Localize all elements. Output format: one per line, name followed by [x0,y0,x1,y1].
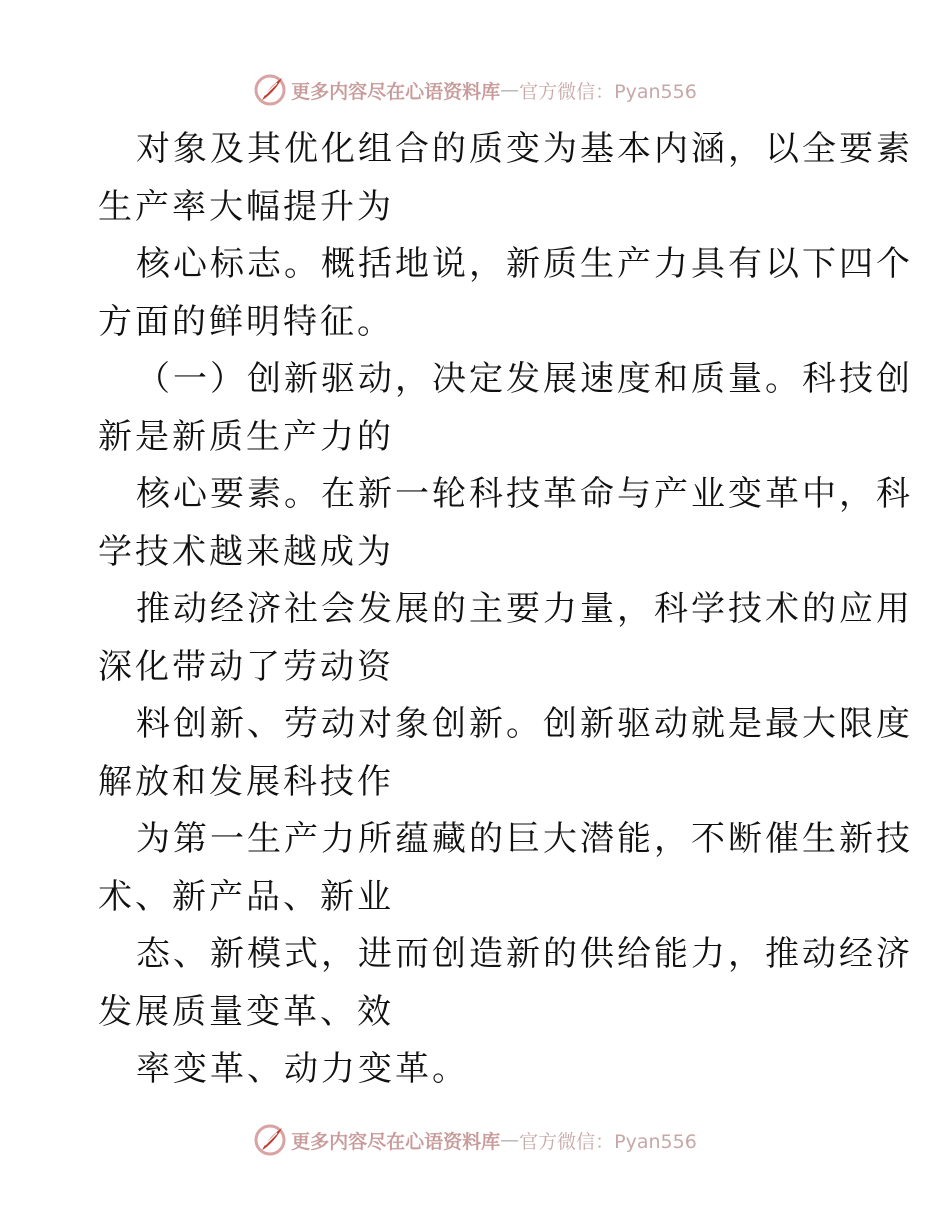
footer-banner [0,1120,950,1160]
body-line: 学技术越来越成为 [98,531,394,572]
footer-contact-text: 官方微信：Pyan556 [519,1130,697,1153]
header-separator: — [500,79,520,101]
footer-brand-text: 更多内容尽在心语资料库 [291,1130,501,1153]
body-line: 率变革、动力变革。 [136,1049,469,1089]
body-line: 深化带动了劳动资 [98,646,394,687]
body-line: 生产率大幅提升为 [98,186,394,227]
header-contact-text: 官方微信：Pyan556 [519,80,697,103]
header-brand-text: 更多内容尽在心语资料库 [291,80,501,103]
body-line: 发展质量变革、效 [98,991,394,1032]
document-body [98,121,913,1099]
feather-quill-logo-icon [253,1123,287,1157]
body-line: 核心要素。在新一轮科技革命与产业变革中，科 [136,474,913,514]
body-line: 新是新质生产力的 [98,416,394,457]
body-line: 核心标志。概括地说，新质生产力具有以下四个 [136,244,913,284]
body-line: 术、新产品、新业 [98,876,394,917]
body-line: 推动经济社会发展的主要力量，科学技术的应用 [136,589,913,629]
body-line: 料创新、劳动对象创新。创新驱动就是最大限度 [136,704,913,744]
section-heading-line: （一）创新驱动，决定发展速度和质量。科技创 [136,359,913,399]
body-line: 为第一生产力所蕴藏的巨大潜能，不断催生新技 [136,819,913,859]
feather-quill-logo-icon [253,73,287,107]
footer-separator: — [500,1129,520,1151]
body-line: 解放和发展科技作 [98,761,394,802]
body-line: 态、新模式，进而创造新的供给能力，推动经济 [136,934,913,974]
body-line: 对象及其优化组合的质变为基本内涵，以全要素 [136,129,913,169]
body-line: 方面的鲜明特征。 [98,301,394,342]
header-banner [0,70,950,110]
